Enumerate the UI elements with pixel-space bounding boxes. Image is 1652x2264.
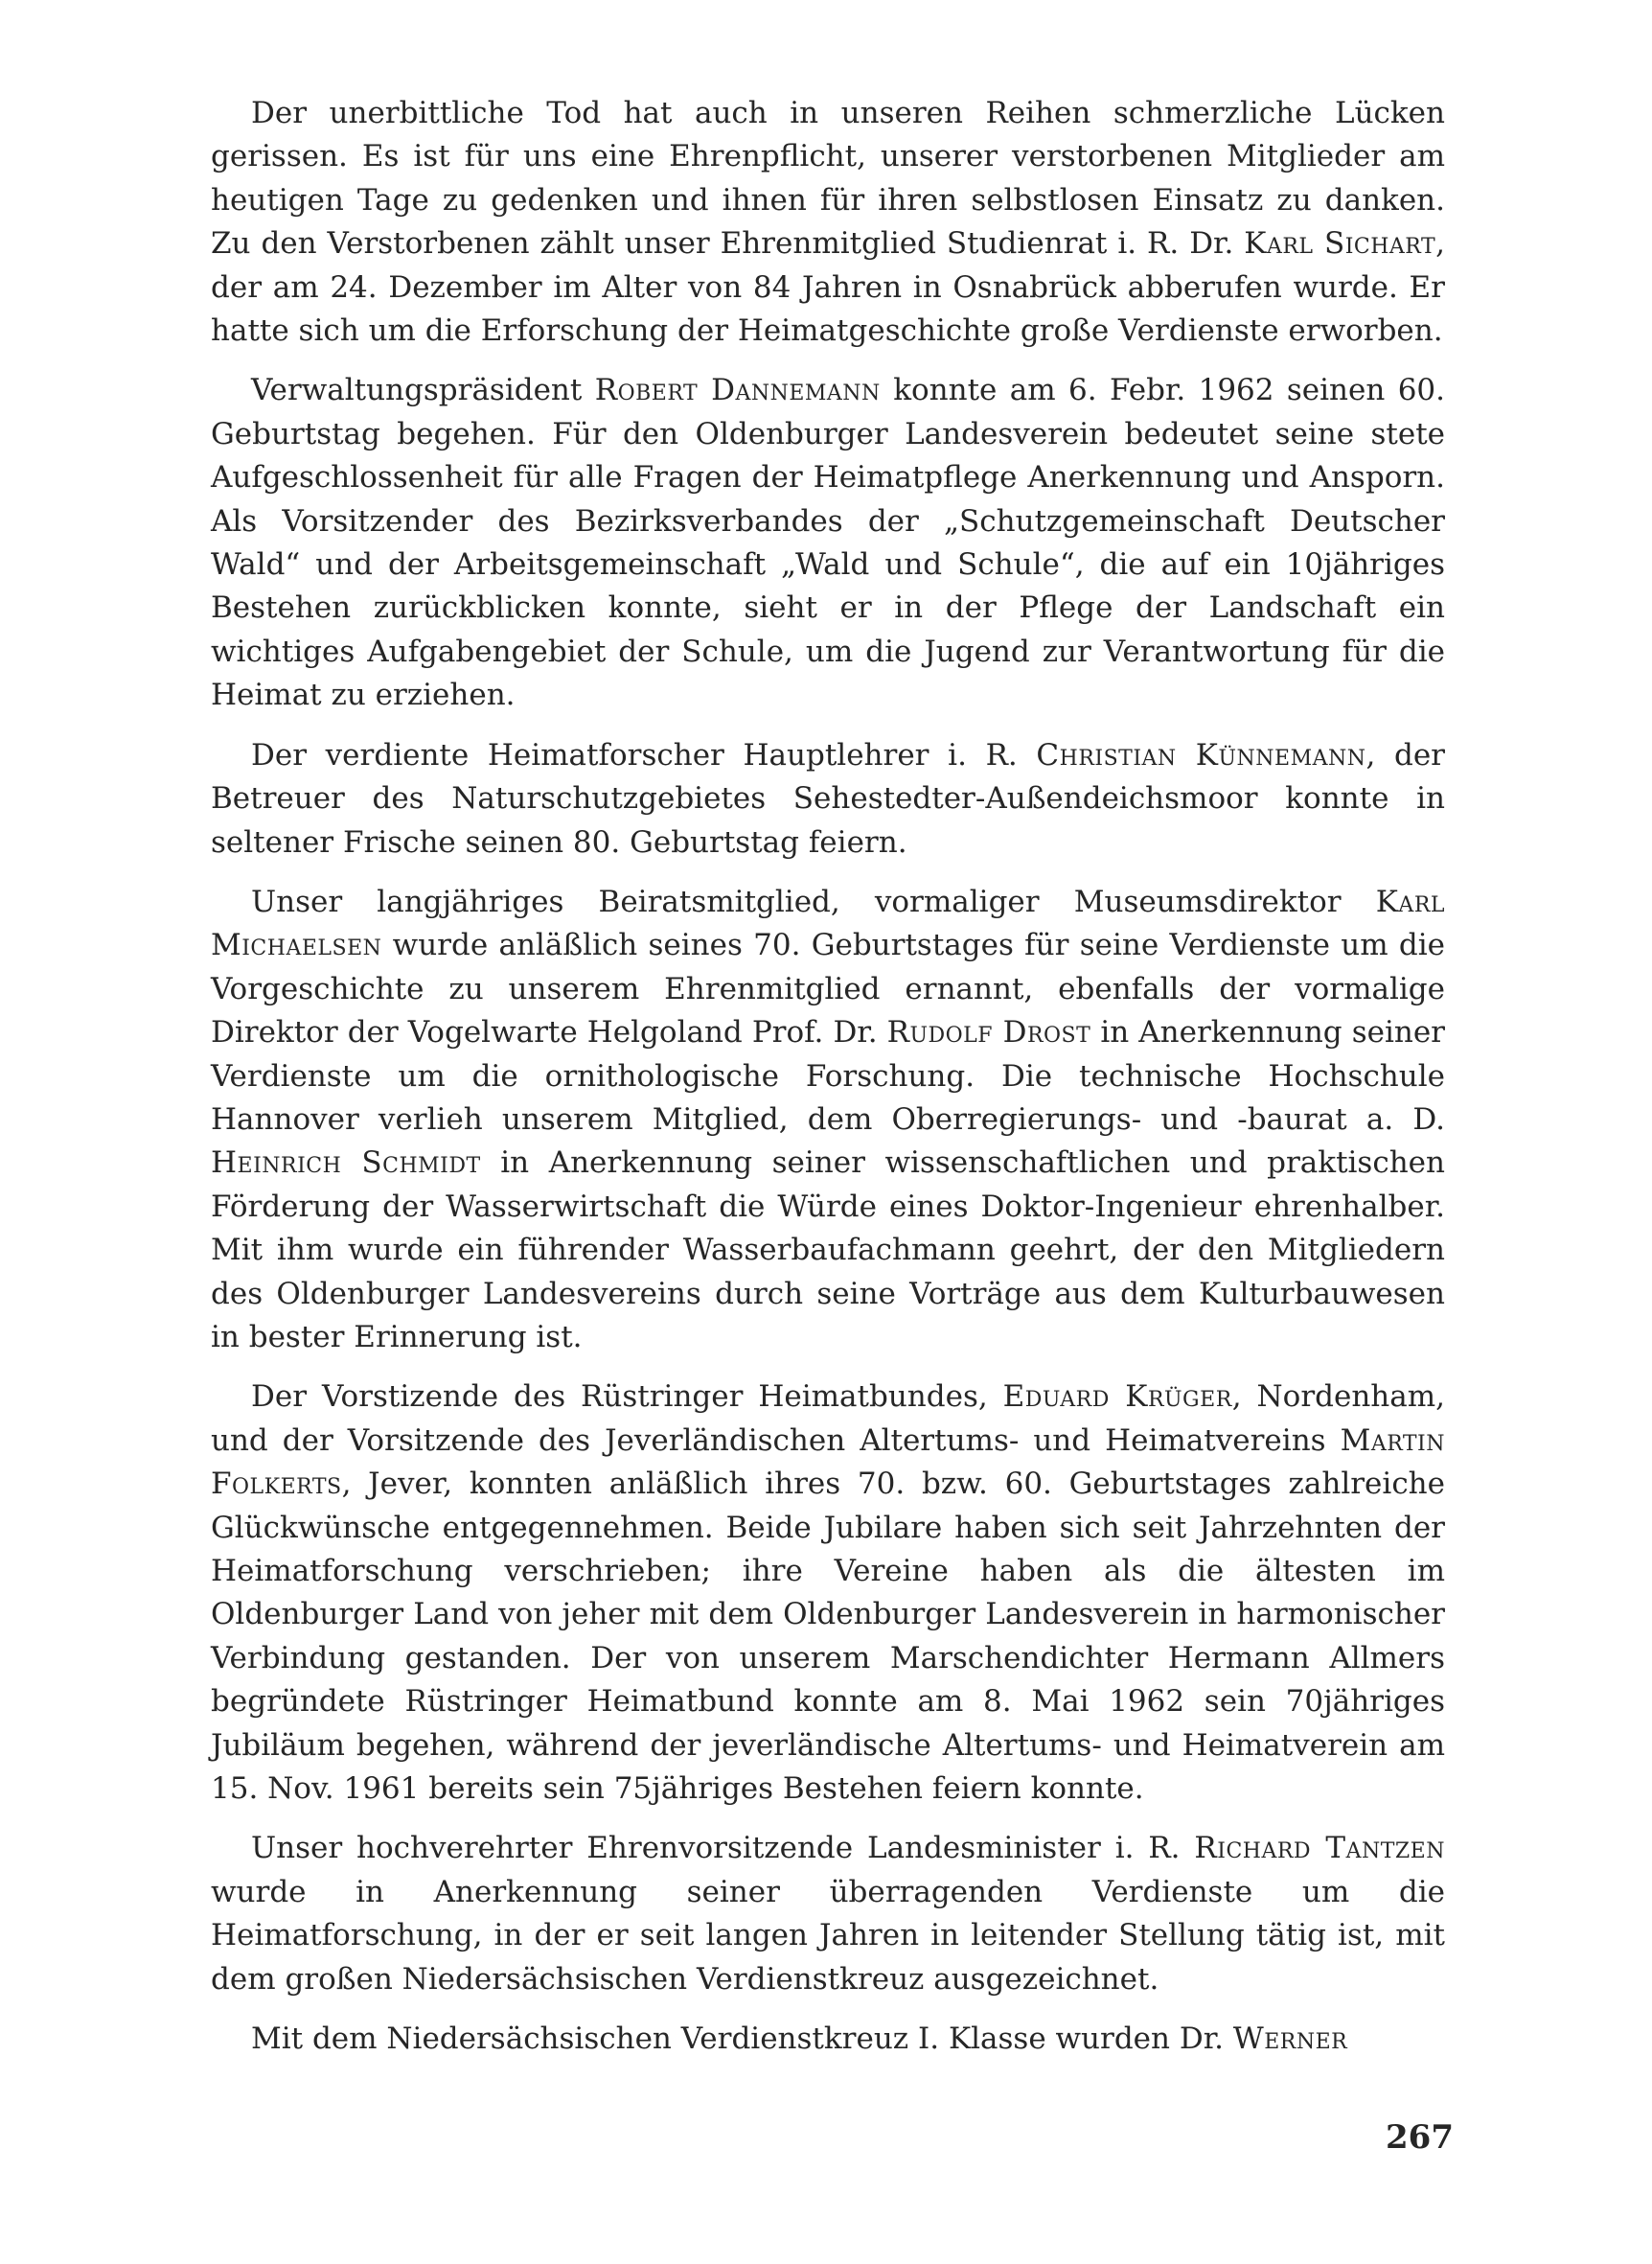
text-run: in Anerkennung seiner Verdienste um die ornithologische Forschung. Die technische Hochschule Hannover verlieh unserem Mitglied, dem Oberregierungs- und -baurat a. D. [211,1015,1445,1137]
text-run: wurde in Anerkennung seiner überragenden Verdienste um die Heimatforschung, in der er seit langen Jahren in leitender Stellung tätig ist, mit dem großen Niedersächsischen Verdienstkreuz ausgezeichnet. [211,1874,1445,1997]
body-text [211,92,1445,2077]
text-run: in Anerkennung seiner wissenschaftlichen und praktischen Förderung der Wasserwirtschaft die Würde eines Doktor-Ingenieur ehrenhalber. Mit ihm wurde ein führender Wasserbaufachmann geehrt, der den Mitgliedern des Oldenburger Landesvereins durch seine Vorträge aus dem Kulturbauwesen in bester Erinnerung ist. [211,1145,1445,1354]
person-name: Rudolf Drost [886,1015,1091,1051]
person-name: Robert Dannemann [594,373,881,408]
person-name: Karl Sichart [1244,226,1436,262]
text-run: , Jever, konnten anläßlich ihres 70. bzw. 60. Geburtstages zahlreiche Glückwünsche entgegennehmen. Beide Jubilare haben sich seit Jahrzehnten der Heimatforschung verschrieben; ihre Vereine haben als die ältesten im Oldenburger Land von jeher mit dem Oldenburger Landesverein in harmonischer Verbindung gestanden. Der von unserem Marschendichter Hermann Allmers begründete Rüstringer Heimatbund konnte am 8. Mai 1962 sein 70jähriges Jubiläum begehen, während der jeverländische Altertums- und Heimatverein am 15. Nov. 1961 bereits sein 75jähriges Bestehen feiern konnte. [211,1467,1445,1807]
text-run: Der verdiente Heimatforscher Hauptlehrer i. R. [251,737,1037,773]
text-run: Unser langjähriges Beiratsmitglied, vormaliger Museumsdirektor [251,884,1376,919]
person-name: Martin Folkerts [211,1422,1445,1502]
paragraph [211,881,1445,1359]
page-number: 267 [1386,2118,1454,2157]
person-name: Karl Michaelsen [211,884,1445,963]
paragraph [211,1827,1445,2001]
paragraph [211,2018,1445,2061]
text-run: Unser hochverehrter Ehrenvorsitzende Landesminister i. R. [251,1831,1195,1866]
paragraph [211,369,1445,717]
text-run: , der Betreuer des Naturschutzgebietes Sehestedter-Außendeichsmoor konnte in seltener Frische seinen 80. Geburtstag feiern. [211,737,1445,860]
paragraph [211,734,1445,865]
paragraph [211,1375,1445,1811]
text-run: , Nordenham, und der Vorsitzende des Jeverländischen Altertums- und Heimatvereins [211,1379,1446,1458]
paragraph [211,92,1445,353]
person-name: Werner [1232,2021,1348,2057]
text-run: wurde anläßlich seines 70. Geburtstages für seine Verdienste um die Vorgeschichte zu unserem Ehrenmitglied ernannt, ebenfalls der vormalige Direktor der Vogelwarte Helgoland Prof. Dr. [211,928,1445,1051]
person-name: Christian Künnemann [1036,737,1366,773]
text-run: Der unerbittliche Tod hat auch in unseren Reihen schmerzliche Lücken gerissen. Es ist für uns eine Ehrenpflicht, unserer verstorbenen Mitglieder am heutigen Tage zu gedenken und ihnen für ihren selbstlosen Einsatz zu danken. Zu den Verstorbenen zählt unser Ehrenmitglied Studienrat i. R. Dr. [211,96,1445,262]
text-run: , der am 24. Dezember im Alter von 84 Jahren in Osnabrück abberufen wurde. Er hatte sich um die Erforschung der Heimatgeschichte große Verdienste erworben. [211,226,1445,349]
text-run: konnte am 6. Febr. 1962 seinen 60. Geburtstag begehen. Für den Oldenburger Landesverein bedeutet seine stete Aufgeschlossenheit für alle Fragen der Heimatpflege Anerkennung und Ansporn. Als Vorsitzender des Bezirksverbandes der „Schutzgemeinschaft Deutscher Wald“ und der Arbeitsgemeinschaft „Wald und Schule“, die auf ein 10jähriges Bestehen zurückblicken konnte, sieht er in der Pflege der Landschaft ein wichtiges Aufgabengebiet der Schule, um die Jugend zur Verantwortung für die Heimat zu erziehen. [211,373,1446,713]
person-name: Richard Tantzen [1194,1831,1445,1866]
person-name: Eduard Krüger [1002,1379,1232,1415]
text-run: Der Vorstizende des Rüstringer Heimatbundes, [251,1379,1003,1415]
person-name: Heinrich Schmidt [211,1145,481,1181]
text-run: Verwaltungspräsident [251,373,595,408]
text-run: Mit dem Niedersächsischen Verdienstkreuz I. Klasse wurden Dr. [251,2021,1233,2057]
